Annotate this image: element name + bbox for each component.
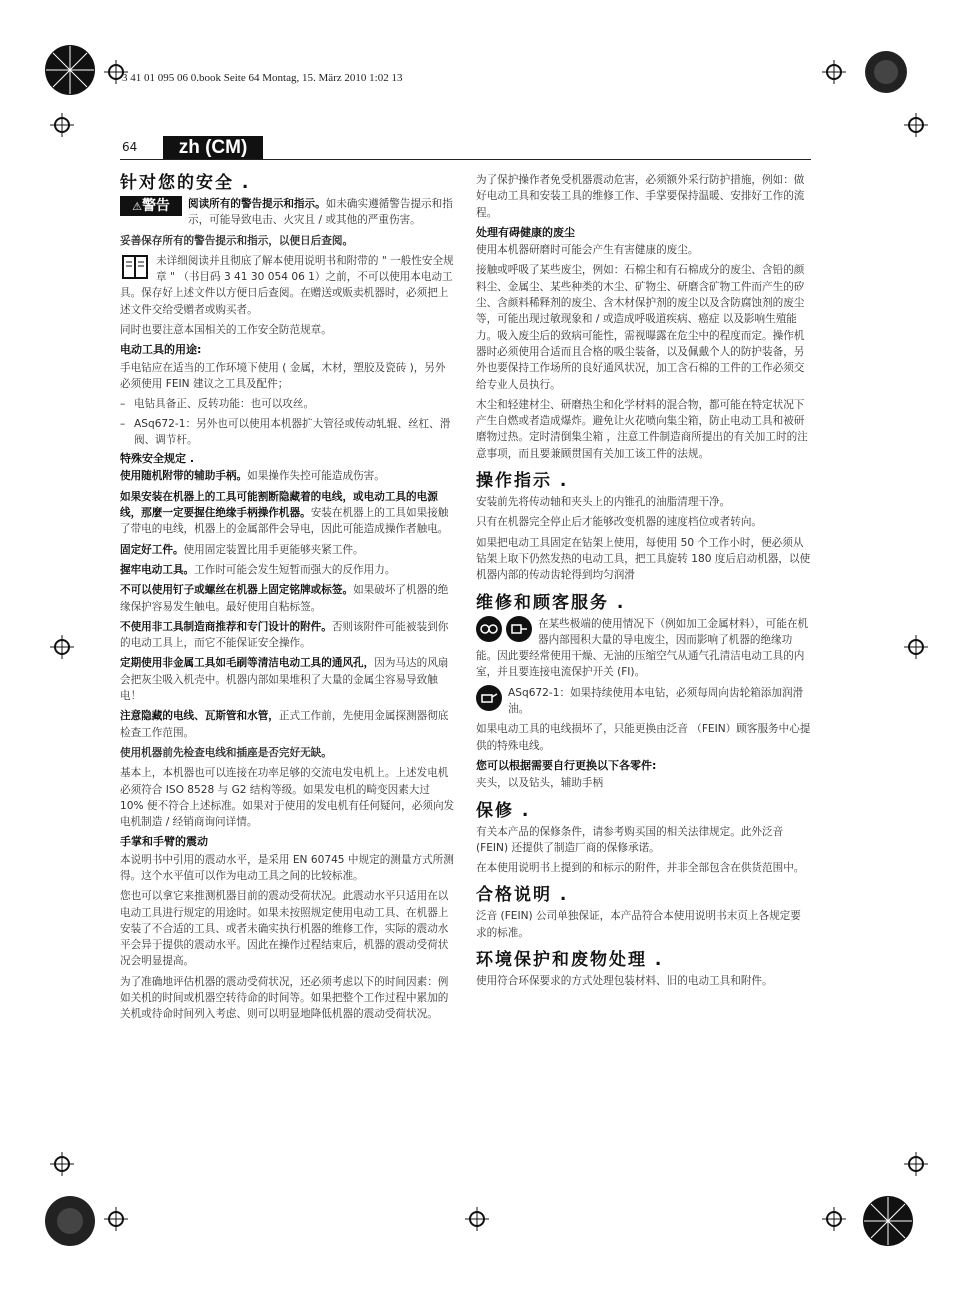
oil-can-icon xyxy=(476,685,502,711)
header-rule xyxy=(120,159,811,160)
registration-mark-bottom-left xyxy=(44,1195,96,1247)
operation-text: 安装前先将传动轴和夹头上的内锥孔的油脂清理干净。 xyxy=(476,496,731,509)
crosshair-icon xyxy=(904,113,928,137)
crosshair-icon xyxy=(104,1207,128,1231)
book-icon xyxy=(120,253,150,281)
section-title-maintenance: 维修和顾客服务 . xyxy=(476,592,626,613)
compressed-air-icon xyxy=(506,616,532,642)
environment-text: 使用符合环保要求的方式处理包装材料、旧的电动工具和附件。 xyxy=(476,974,773,987)
safety-rule: 注意隐藏的电线、瓦斯管和水管，正式工作前，先使用金属探测器彻底检查工作范围。 xyxy=(120,710,449,739)
safety-rule: 如果安装在机器上的工具可能割断隐藏着的电线，或电动工具的电源线，那麼一定要握住绝缘手柄操作机器。安装在机器上的工具如果接触了带电的电线，机器上的金属部件会导电，因此可能造成操作者触电。 xyxy=(120,490,449,536)
operation-text: 只有在机器完全停止后才能够改变机器的速度档位或者转向。 xyxy=(476,516,763,529)
safety-rule: 定期使用非金属工具如毛刷等清洁电动工具的通风孔，因为马达的风扇会把灰尘吸入机壳中。机器内部如果堆积了大量的金属尘容易导致触电！ xyxy=(120,657,449,703)
crosshair-icon xyxy=(904,635,928,659)
warranty-text: 在本使用说明书上提到的和标示的附件，并非全部包含在供货范围中。 xyxy=(476,862,805,875)
dust-text: 使用本机器研磨时可能会产生有害健康的废尘。 xyxy=(476,244,699,257)
safety-rule: 不可以使用钉子或螺丝在机器上固定铭牌或标签。如果破坏了机器的绝缘保护容易发生触电。最好使用自粘标签。 xyxy=(120,584,449,613)
crosshair-icon xyxy=(465,1207,489,1231)
crosshair-icon xyxy=(50,113,74,137)
registration-mark-top-left xyxy=(44,44,96,96)
safety-rule: 不使用非工具制造商推荐和专门设计的附件。否则该附件可能被装到你的电动工具上，而它不能保证安全操作。 xyxy=(120,620,449,650)
warranty-text: 有关本产品的保修条件，请参考购买国的相关法律规定。此外泛音 (FEIN) 还提供了制造厂商的保修承诺。 xyxy=(476,825,784,854)
crosshair-icon xyxy=(822,60,846,84)
crosshair-icon xyxy=(50,635,74,659)
operation-text: 如果把电动工具固定在钻架上使用，每使用 50 个工作小时，便必须从钻架上取下仍然发热的电动工具，把工具旋转 180 度后启动机器，以使机器内部的传动齿轮得到均匀润滑 xyxy=(476,536,811,582)
dust-text: 木尘和轻建材尘、研磨热尘和化学材料的混合物，都可能在特定状况下产生自燃或者造成爆炸。避免让火花喷向集尘箱，防止电动工具和被研磨物过热。定时清倒集尘箱 ，注意工件制造商所提出的有关加工时的注意事项，而且要兼顾贯国有关加工该工件的法规。 xyxy=(476,398,808,460)
local-regulations: 同时也要注意本国相关的工作安全防范规章。 xyxy=(120,324,332,337)
read-manual-paragraph: 未详细阅读并且彻底了解本使用说明书和附带的 " 一般性安全规章 " （书目码 3 41 30 054 06 1）之前，不可以使用本电动工具。保存好上述文件以方便日后查阅。在赠送或贩卖机器时，必须把上述文件交给受赠者或购买者。 xyxy=(120,254,454,316)
maintenance-text: 如果电动工具的电线损坏了，只能更换由泛音 （FEIN）顾客服务中心提供的特殊电线。 xyxy=(476,723,811,752)
maintenance-icons xyxy=(476,616,532,642)
registration-mark-bottom-right xyxy=(862,1195,914,1247)
warning-badge: ⚠警告 xyxy=(120,196,182,216)
dust-text: 接触或呼吸了某些废尘，例如：石棉尘和有石棉成分的废尘、含铅的颜料尘、金属尘、某些种类的木尘、矿物尘、研磨含矿物工件而产生的矽尘、含颜料稀释剂的废尘、含木材保护剂的废尘以及含防腐蚀剂的废尘等，可能出现过敏现象和 / 或造成呼吸道疾病、癌症 以及影响生殖能力。吸入废尘后的致病可能性，需视曝露在危尘中的程度而定。操作机器时必须使用合适而且合格的吸尘装备，以及佩戴个人的防护装备，另外也要保持工作场所的良好通风状况，加工含石棉的工件的工作必须交给专业人员执行。 xyxy=(476,264,805,391)
parts-list: 夹头，以及钻头，辅助手柄 xyxy=(476,777,604,790)
safety-rule: 固定好工件。使用固定装置比用手更能够夹紧工件。 xyxy=(120,543,364,556)
left-column xyxy=(120,172,455,1027)
lubrication-icons xyxy=(476,685,502,711)
section-title-warranty: 保修 . xyxy=(476,800,531,821)
right-column xyxy=(476,172,811,993)
goggles-icon xyxy=(476,616,502,642)
keep-instructions: 妥善保存所有的警告提示和指示，以便日后查阅。 xyxy=(120,234,354,247)
vibration-text: 为了准确地评估机器的震动受荷状况，还必须考虑以下的时间因素：例如关机的时间或机器空转待命的时间等。如果把整个工作过程中累加的关机或待命时间列入考虑、则可以明显地降低机器的震动受荷状况。 xyxy=(120,975,449,1021)
section-title-conformity: 合格说明 . xyxy=(476,885,569,906)
registration-mark-top-right xyxy=(864,50,908,94)
warning-triangle-icon: ⚠ xyxy=(132,200,142,213)
file-info: 3 41 01 095 06 0.book Seite 64 Montag, 15. März 2010 1:02 13 xyxy=(122,72,403,84)
warning-paragraph: ⚠警告 阅读所有的警告提示和指示。如未确实遵循警告提示和指示，可能导致电击、火灾且 / 或其他的严重伤害。 xyxy=(120,196,455,229)
list-item: – 电钻具备正、反转功能：也可以攻丝。 xyxy=(120,398,315,411)
vibration-protection-text: 为了保护操作者免受机器震动危害，必须额外采行防护措施，例如：做好电动工具和安装工具的维修工作、手掌要保持温暖、安排好工作的流程。 xyxy=(476,174,805,219)
safety-rule: 使用随机附带的辅助手柄。如果操作失控可能造成伤害。 xyxy=(120,470,385,483)
heading-intended-use: 电动工具的用途: xyxy=(120,343,202,357)
safety-rule: 握牢电动工具。工作时可能会发生短暂而强大的反作用力。 xyxy=(120,563,396,576)
vibration-text: 您也可以拿它来推测机器目前的震动受荷状况。此震动水平只适用在以电动工具进行规定的用途时。如果未按照规定使用电动工具、在机器上安装了不合适的工具、或者未确实执行机器的维修工作，实际的震动水平会异于提供的震动水平。因此在操作过程结束后，机器的震动受荷状况会明显提高。 xyxy=(120,890,449,968)
generator-text: 基本上，本机器也可以连接在功率足够的交流电发电机上。上述发电机必须符合 ISO 8528 与 G2 结构等级。如果发电机的畸变因素大过 10% 便不符合上述标准。如果对于使用的发电机有任何疑问，必须向发电机制造 / 经销商询问详情。 xyxy=(120,767,455,829)
section-title-environment: 环境保护和废物处理 . xyxy=(476,949,664,970)
maintenance-text: 在某些极端的使用情况下（例如加工金属材料），可能在机器内部囤积大量的导电废尘，因而影响了机器的绝缘功能。因此要经常使用干燥、无油的压缩空气从通气孔清洁电动工具的内室，并且要连接电流保护开关 (FI)。 xyxy=(476,617,809,679)
intended-use-text: 手电钻应在适当的工作环境下使用 ( 金属，木材，塑胶及瓷砖 )，另外必须使用 FEIN 建议之工具及配件； xyxy=(120,361,446,390)
heading-special-safety: 特殊安全规定 . xyxy=(120,452,195,466)
list-item: – ASq672-1：另外也可以使用本机器扩大管径或传动轧辊、丝杠、滑阀、调节杆。 xyxy=(120,417,451,446)
section-title-operation: 操作指示 . xyxy=(476,471,569,492)
heading-dust: 处理有碍健康的废尘 xyxy=(476,225,575,239)
safety-rule: 使用机器前先检查电线和插座是否完好无缺。 xyxy=(120,746,332,759)
heading-replaceable-parts: 您可以根据需要自行更换以下各零件: xyxy=(476,758,657,772)
language-badge: zh (CM) xyxy=(163,136,263,159)
crosshair-icon xyxy=(822,1207,846,1231)
heading-vibration: 手掌和手臂的震动 xyxy=(120,835,208,849)
crosshair-icon xyxy=(50,1152,74,1176)
crosshair-icon xyxy=(904,1152,928,1176)
vibration-text: 本说明书中引用的震动水平，是采用 EN 60745 中规定的测量方式所测得。这个水平值可以作为电动工具之间的比较标准。 xyxy=(120,853,454,882)
section-title-safety: 针对您的安全 . xyxy=(120,173,251,193)
conformity-text: 泛音 (FEIN) 公司单独保证，本产品符合本使用说明书末页上各规定要求的标准。 xyxy=(476,910,801,939)
maintenance-text: ASq672-1：如果持续使用本电钻，必须每周向齿轮箱添加润滑油。 xyxy=(476,685,811,718)
page-number: 64 xyxy=(122,140,138,154)
